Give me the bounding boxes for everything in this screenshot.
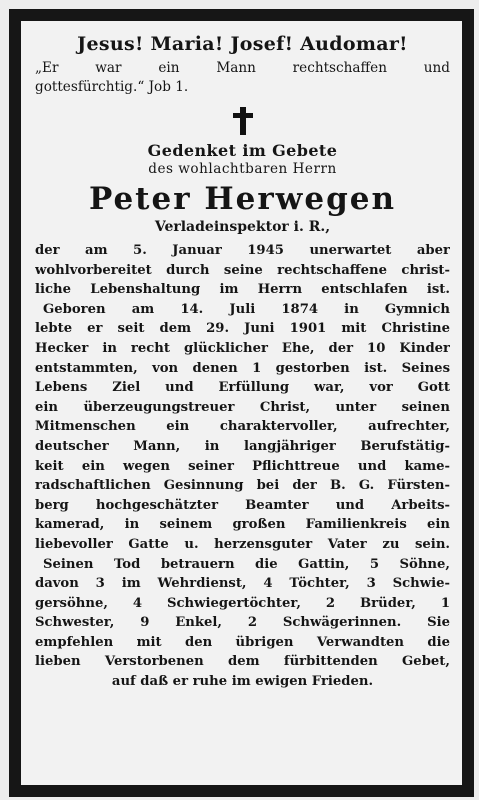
text-line: Mitmenschen ein charaktervoller, aufrechter,	[35, 419, 450, 435]
text-line: lebte er seit dem 29. Juni 1901 mit Christine	[35, 321, 450, 337]
text-line: ein überzeugungstreuer Christ, unter seinen	[35, 399, 450, 415]
black-border-frame	[9, 9, 474, 797]
text-line: keit ein wegen seiner Pflichttreue und kame-	[35, 458, 450, 474]
text-line: entstammten, von denen 1 gestorben ist. Seines	[35, 360, 450, 376]
text-line: auf daß er ruhe im ewigen Frieden.	[111, 674, 374, 690]
text-line: Seinen Tod betrauern die Gattin, 5 Söhne,	[43, 556, 450, 572]
text-line: lieben Verstorbenen dem fürbittenden Gebet,	[35, 654, 450, 670]
text-line: radschaftlichen Gesinnung bei der B. G. Fürsten-	[35, 478, 450, 494]
text-line: der am 5. Januar 1945 unerwartet aber	[35, 243, 450, 258]
text-line: liche Lebenshaltung im Herrn entschlafen ist.	[35, 282, 450, 298]
quote-line: „Er war ein Mann rechtschaffen und	[35, 60, 450, 76]
deceased-name: Peter Herwegen	[88, 181, 397, 217]
memorial-text	[35, 241, 450, 692]
text-line: gersöhne, 4 Schwiegertöchter, 2 Brüder, 1	[35, 595, 450, 611]
text-line: Geboren am 14. Juli 1874 in Gymnich	[43, 301, 450, 317]
text-line: deutscher Mann, in langjähriger Berufstätig-	[35, 438, 450, 454]
text-line: davon 3 im Wehrdienst, 4 Töchter, 3 Schwie-	[35, 576, 450, 592]
text-line: empfehlen mit den übrigen Verwandten die	[35, 634, 450, 650]
text-line: Lebens Ziel und Erfüllung war, vor Gott	[35, 380, 450, 396]
cross-icon	[232, 107, 254, 135]
invocation-heading: Jesus! Maria! Josef! Audomar!	[77, 33, 408, 55]
text-line: liebevoller Gatte u. herzensguter Vater zu sein.	[35, 536, 450, 552]
card-content	[35, 33, 450, 692]
text-line: Schwester, 9 Enkel, 2 Schwägerinnen. Sie	[35, 615, 450, 631]
text-line: berg hochgeschätzter Beamter und Arbeits-	[35, 497, 450, 513]
prayer-heading: Gedenket im Gebete	[147, 141, 338, 160]
quote-line: gottesfürchtig.“ Job 1.	[35, 79, 189, 95]
honorific-line: des wohlachtbaren Herrn	[148, 161, 337, 177]
bible-quote	[35, 59, 450, 97]
deceased-title: Verladeinspektor i. R.,	[154, 219, 331, 235]
text-line: kamerad, in seinem großen Familienkreis ein	[35, 517, 450, 533]
text-line: wohlvorbereitet durch seine rechtschaffene christ-	[35, 262, 450, 278]
text-line: Hecker in recht glücklicher Ehe, der 10 Kinder	[35, 340, 450, 356]
